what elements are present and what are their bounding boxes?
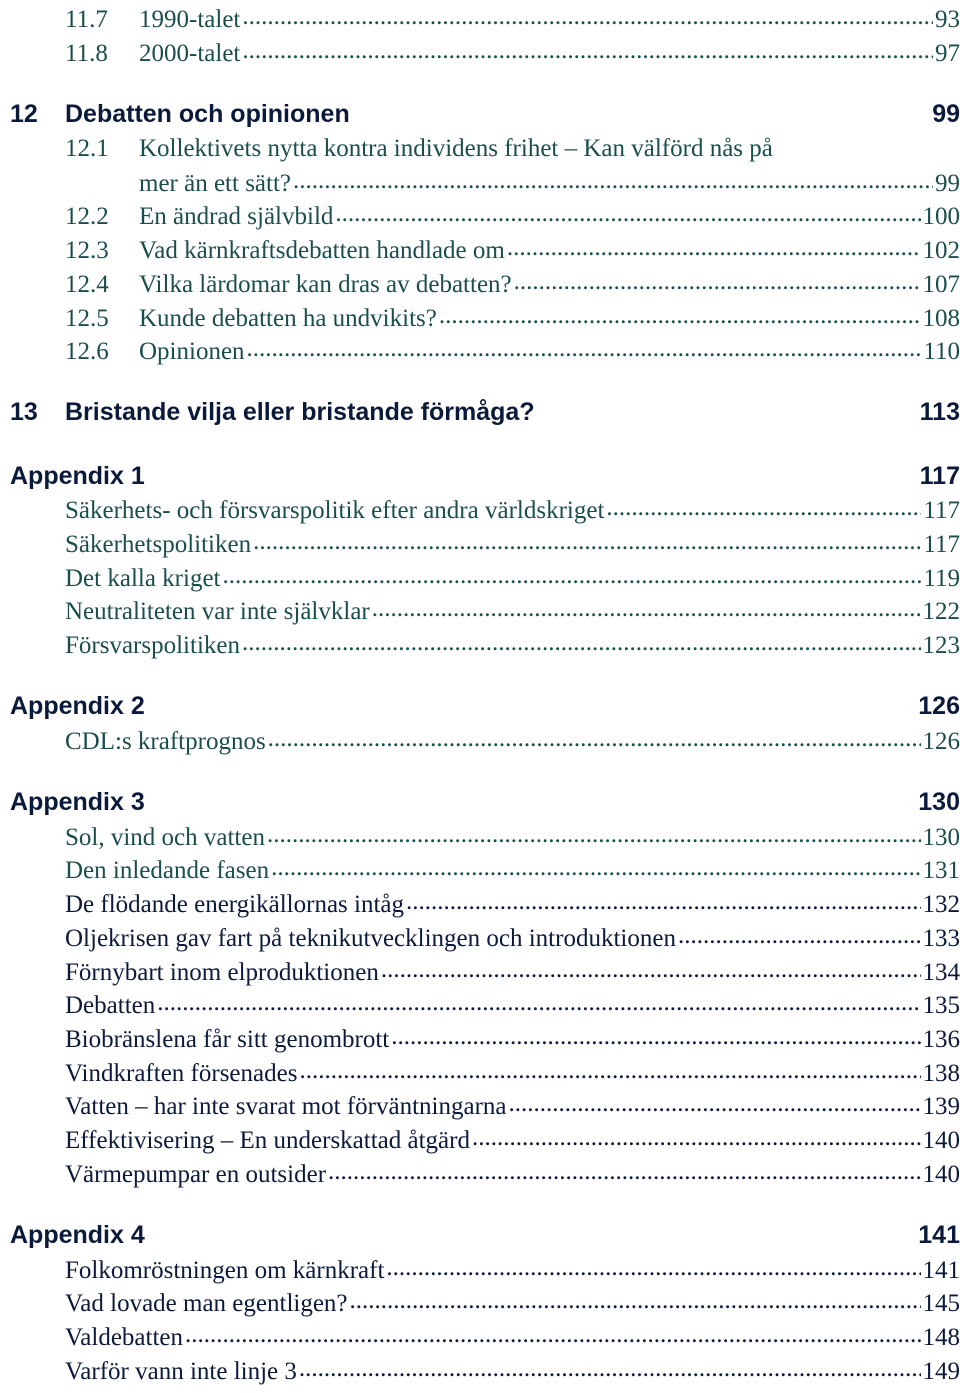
entry-title: Oljekrisen gav fart på teknikutvecklingen och introduktionen bbox=[65, 925, 676, 952]
page-number: 99 bbox=[935, 170, 960, 197]
page-number: 126 bbox=[918, 692, 960, 720]
entry-title: CDL:s kraftprognos bbox=[65, 728, 266, 755]
toc-entry[interactable] bbox=[65, 988, 960, 1021]
page-number: 145 bbox=[922, 1290, 960, 1317]
appendix-title: Appendix 2 bbox=[10, 692, 145, 720]
page-number: 93 bbox=[935, 6, 960, 33]
section-number: 11.7 bbox=[65, 6, 108, 33]
page-number: 136 bbox=[922, 1026, 960, 1053]
chapter-number: 13 bbox=[10, 398, 38, 426]
dot-leader bbox=[223, 561, 922, 586]
entry-title: Vindkraften försenades bbox=[65, 1060, 298, 1087]
toc-appendix-4[interactable] bbox=[10, 1219, 960, 1252]
page-number: 113 bbox=[919, 398, 960, 426]
entry-title: De flödande energikällornas intåg bbox=[65, 891, 405, 918]
dot-leader bbox=[242, 2, 933, 27]
dot-leader bbox=[507, 233, 921, 258]
dot-leader bbox=[299, 1354, 921, 1379]
section-title: Kunde debatten ha undvikits? bbox=[139, 305, 437, 332]
section-number: 11.8 bbox=[65, 40, 108, 67]
dot-leader bbox=[271, 853, 920, 878]
page-number: 130 bbox=[918, 788, 960, 816]
toc-entry[interactable] bbox=[65, 561, 960, 594]
page-number: 131 bbox=[922, 857, 960, 884]
dot-leader bbox=[335, 199, 920, 224]
toc-entry[interactable] bbox=[65, 527, 960, 560]
toc-entry[interactable] bbox=[65, 820, 960, 853]
dot-leader bbox=[391, 1022, 920, 1047]
appendix-title: Appendix 1 bbox=[10, 462, 145, 490]
dot-leader bbox=[185, 1320, 920, 1345]
page-number: 110 bbox=[923, 338, 960, 365]
toc-appendix-3[interactable] bbox=[10, 786, 960, 819]
page-number: 126 bbox=[922, 728, 960, 755]
entry-title: Förnybart inom elproduktionen bbox=[65, 959, 379, 986]
dot-leader bbox=[267, 820, 921, 845]
dot-leader bbox=[678, 921, 921, 946]
page-number: 138 bbox=[922, 1060, 960, 1087]
page-number: 102 bbox=[922, 237, 960, 264]
toc-entry[interactable] bbox=[65, 1286, 960, 1319]
toc-entry-12-5[interactable] bbox=[65, 301, 960, 334]
section-number: 12.1 bbox=[65, 135, 109, 162]
dot-leader bbox=[268, 724, 921, 749]
dot-leader bbox=[350, 1286, 921, 1311]
page-number: 135 bbox=[922, 992, 960, 1019]
chapter-number: 12 bbox=[10, 100, 38, 128]
page-number: 99 bbox=[932, 100, 960, 128]
section-number: 12.4 bbox=[65, 271, 109, 298]
entry-title: Det kalla kriget bbox=[65, 565, 221, 592]
dot-leader bbox=[247, 334, 922, 359]
dot-leader bbox=[472, 1123, 921, 1148]
page-number: 122 bbox=[922, 598, 960, 625]
dot-leader bbox=[606, 493, 921, 518]
dot-leader bbox=[242, 36, 933, 61]
page-number: 117 bbox=[919, 462, 960, 490]
entry-title: Neutraliteten var inte självklar bbox=[65, 598, 370, 625]
section-number: 12.6 bbox=[65, 338, 109, 365]
toc-entry[interactable] bbox=[65, 1022, 960, 1055]
section-number: 12.3 bbox=[65, 237, 109, 264]
section-number: 12.2 bbox=[65, 203, 109, 230]
toc-entry[interactable] bbox=[65, 1056, 960, 1089]
toc-entry[interactable] bbox=[65, 1320, 960, 1353]
dot-leader bbox=[381, 955, 921, 980]
toc-chapter-13[interactable] bbox=[10, 396, 960, 429]
toc-entry[interactable] bbox=[65, 1157, 960, 1190]
page-number: 108 bbox=[922, 305, 960, 332]
toc-entry[interactable] bbox=[65, 493, 960, 526]
page-number: 149 bbox=[922, 1358, 960, 1385]
entry-title: Varför vann inte linje 3 bbox=[65, 1358, 297, 1385]
appendix-title: Appendix 4 bbox=[10, 1221, 145, 1249]
section-title: Vilka lärdomar kan dras av debatten? bbox=[139, 271, 512, 298]
dot-leader bbox=[509, 1089, 921, 1114]
section-title: Kollektivets nytta kontra individens frihet – Kan välförd nås på bbox=[139, 135, 773, 162]
chapter-title: Debatten och opinionen bbox=[65, 100, 350, 128]
toc-entry[interactable] bbox=[65, 1253, 960, 1286]
page-number: 140 bbox=[922, 1127, 960, 1154]
section-title: 2000-talet bbox=[139, 40, 241, 67]
toc-entry[interactable] bbox=[65, 1123, 960, 1156]
toc-entry-11-7[interactable] bbox=[65, 2, 960, 35]
toc-entry[interactable] bbox=[65, 955, 960, 988]
entry-title: Debatten bbox=[65, 992, 156, 1019]
toc-entry-12-1-line1[interactable] bbox=[65, 132, 773, 165]
section-title: Vad kärnkraftsdebatten handlade om bbox=[139, 237, 505, 264]
toc-entry-12-2[interactable] bbox=[65, 199, 960, 232]
dot-leader bbox=[372, 594, 921, 619]
chapter-title: Bristande vilja eller bristande förmåga? bbox=[65, 398, 535, 426]
entry-title: Effektivisering – En underskattad åtgärd bbox=[65, 1127, 470, 1154]
entry-title: Vad lovade man egentligen? bbox=[65, 1290, 348, 1317]
toc-entry[interactable] bbox=[65, 853, 960, 886]
entry-title: Valdebatten bbox=[65, 1324, 184, 1351]
page-number: 139 bbox=[922, 1093, 960, 1120]
section-title: 1990-talet bbox=[139, 6, 241, 33]
section-title: Opinionen bbox=[139, 338, 245, 365]
toc-entry-11-8[interactable] bbox=[65, 36, 960, 69]
section-title: En ändrad självbild bbox=[139, 203, 334, 230]
dot-leader bbox=[293, 166, 933, 191]
dot-leader bbox=[328, 1157, 920, 1182]
toc-entry[interactable] bbox=[65, 921, 960, 954]
page-number: 141 bbox=[918, 1221, 960, 1249]
toc-entry-12-4[interactable] bbox=[65, 267, 960, 300]
entry-title: Säkerhetspolitiken bbox=[65, 531, 252, 558]
toc-entry-12-6[interactable] bbox=[65, 334, 960, 367]
page-number: 117 bbox=[923, 497, 960, 524]
page-number: 134 bbox=[922, 959, 960, 986]
entry-title: Säkerhets- och försvarspolitik efter andra världskriget bbox=[65, 497, 605, 524]
entry-title: Biobränslena får sitt genombrott bbox=[65, 1026, 390, 1053]
entry-title: Vatten – har inte svarat mot förväntningarna bbox=[65, 1093, 507, 1120]
entry-title: Försvarspolitiken bbox=[65, 632, 240, 659]
toc-appendix-2[interactable] bbox=[10, 690, 960, 723]
toc-entry-12-3[interactable] bbox=[65, 233, 960, 266]
dot-leader bbox=[386, 1253, 920, 1278]
page-number: 97 bbox=[935, 40, 960, 67]
toc-entry[interactable] bbox=[65, 1089, 960, 1122]
page-number: 117 bbox=[923, 531, 960, 558]
appendix-title: Appendix 3 bbox=[10, 788, 145, 816]
toc-entry[interactable] bbox=[65, 887, 960, 920]
page-number: 123 bbox=[922, 632, 960, 659]
toc-chapter-12[interactable] bbox=[10, 98, 960, 131]
entry-title: Sol, vind och vatten bbox=[65, 824, 265, 851]
toc-entry[interactable] bbox=[65, 628, 960, 661]
page-number: 107 bbox=[922, 271, 960, 298]
dot-leader bbox=[439, 301, 921, 326]
page-number: 133 bbox=[922, 925, 960, 952]
entry-title: Den inledande fasen bbox=[65, 857, 270, 884]
page-number: 100 bbox=[922, 203, 960, 230]
page-number: 141 bbox=[922, 1257, 960, 1284]
page-number: 140 bbox=[922, 1161, 960, 1188]
dot-leader bbox=[242, 628, 921, 653]
toc-entry-12-1-line2[interactable] bbox=[139, 166, 960, 199]
entry-title: Folkomröstningen om kärnkraft bbox=[65, 1257, 385, 1284]
dot-leader bbox=[157, 988, 920, 1013]
page-number: 119 bbox=[923, 565, 960, 592]
page-number: 132 bbox=[922, 891, 960, 918]
toc-entry[interactable] bbox=[65, 594, 960, 627]
toc-entry[interactable] bbox=[65, 1354, 960, 1387]
dot-leader bbox=[406, 887, 920, 912]
entry-title: Värmepumpar en outsider bbox=[65, 1161, 327, 1188]
section-title-continued: mer än ett sätt? bbox=[139, 170, 292, 197]
dot-leader bbox=[253, 527, 921, 552]
page-number: 130 bbox=[922, 824, 960, 851]
toc-entry[interactable] bbox=[65, 724, 960, 757]
dot-leader bbox=[514, 267, 921, 292]
section-number: 12.5 bbox=[65, 305, 109, 332]
page-number: 148 bbox=[922, 1324, 960, 1351]
toc-appendix-1[interactable] bbox=[10, 460, 960, 493]
dot-leader bbox=[299, 1056, 920, 1081]
